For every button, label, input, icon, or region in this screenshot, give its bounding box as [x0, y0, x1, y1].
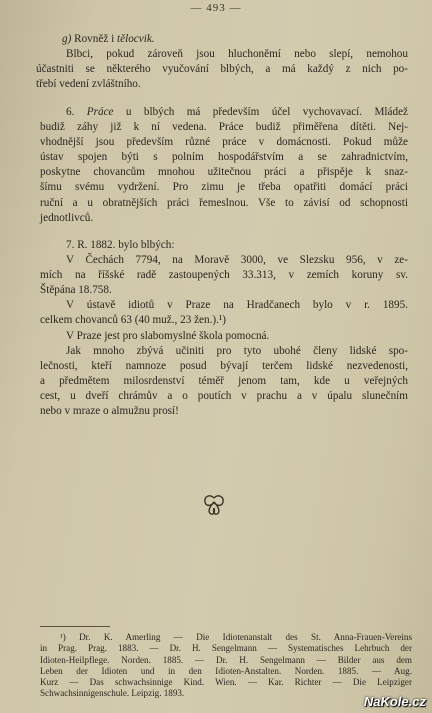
section-7-p3-line-1: V Praze jest pro slabomyslné škola pomocná.	[66, 329, 270, 342]
section-7-p4-line-3: a předmětem milosrdenství téměř jenom tam, kde u veřejných	[40, 374, 408, 387]
section-7-heading: 7. R. 1882. bylo blbých:	[66, 239, 175, 251]
footnote-line-6: Schwachsinnigenschule. Leipzig. 1893.	[40, 688, 185, 699]
footnote-line-1: ¹) Dr. K. Amerling — Die Idiotenanstalt des St. Anna-Frauen-Vereins	[60, 632, 412, 642]
section-g-marker: g)	[62, 33, 72, 45]
section-6-first-line	[40, 105, 408, 120]
section-6-italic-word: Práce	[86, 106, 114, 118]
page-number: — 493 —	[190, 2, 242, 14]
section-6-line-6: ruční a u obratnějších práci řemeslnou. Vše to závisí od schopnosti	[40, 196, 408, 209]
fleuron-ornament-icon	[198, 494, 230, 516]
footnotes	[40, 632, 412, 700]
section-7-p1-line-2: mích na říšské radě zastoupených 33.313, v zemích koruny sv.	[40, 269, 408, 282]
section-7-p4-line-2: lečnosti, kteří namnoze posud bývají terčem lidské nezvedenosti,	[40, 359, 408, 372]
section-g-line-3: třebí vedení zvláštního.	[36, 78, 141, 91]
section-7-p2-line-1: V ústavě idiotů v Praze na Hradčanech bylo v r. 1895.	[66, 299, 408, 312]
watermark: NaKole.cz	[363, 694, 426, 709]
section-g-heading	[62, 32, 408, 47]
section-7-p4-line-4: cest, u dveří chrámův a o poutích v prachu a v úpalu slunečním	[40, 389, 408, 402]
section-7-p4-line-1: Jak mnoho zbývá učiniti pro tyto ubohé členy lidské spo-	[66, 344, 408, 357]
section-g-heading-pre: Rovněž i	[74, 33, 115, 45]
footnote-line-4: Leben der Idioten und in den Idioten-Anstalten. Norden. 1885. — Aug.	[40, 665, 412, 676]
footnote-line-5: Kurz — Das schwachsinnige Kind. Wien. — Kar. Richter — Die Leipziger	[40, 677, 412, 688]
section-g	[36, 32, 408, 92]
section-7-p1-line-1: V Čechách 7794, na Moravě 3000, ve Slezsku 956, v ze-	[66, 254, 408, 267]
section-g-line-1: Blbci, pokud zároveň jsou hluchoněmí nebo slepí, nemohou	[66, 48, 408, 61]
section-7-p2-line-2: celkem chovanců 63 (40 muž., 23 žen.).¹)	[40, 314, 227, 327]
section-g-heading-italic: tělocvik.	[117, 33, 155, 45]
section-g-line-2: účastniti se některého vyučování blbých, a má každý z nich po-	[36, 63, 408, 76]
footnote-line-3: Idioten-Heilpflege. Norden. 1885. — Dr. H. Sengelmann — Bilder aus dem	[40, 654, 412, 665]
footnote-line-2: in Prag. Prag. 1883. — Dr. H. Sengelmann — Systematisches Lehrbuch der	[40, 643, 412, 654]
section-6	[40, 105, 408, 226]
section-7-p1-line-3: Štěpána 18.758.	[40, 284, 112, 297]
section-6-line-7: jednotlivců.	[40, 211, 94, 224]
section-7	[40, 238, 408, 419]
section-6-first-line-rest: u blbých má především účel vychovavací. Mládež	[125, 106, 409, 118]
section-6-line-4: poskytne chovancům mnohou užitečnou práci a přispěje k snaz-	[40, 166, 408, 179]
section-6-number: 6.	[66, 106, 75, 118]
section-6-line-1: budiž záhy již k ní vedena. Práce budiž přiměřena dítěti. Nej-	[40, 121, 408, 134]
footnote-rule	[40, 626, 110, 627]
section-7-p4-line-5: nebo v mraze o almužnu prosí!	[40, 405, 179, 418]
section-6-line-2: vhodnější jsou především různé práce v domácnosti. Pokud může	[40, 136, 408, 149]
section-6-line-3: ústav spojen býti s polním hospodářstvím a se zahradnictvím,	[40, 151, 408, 164]
section-6-line-5: šímu svému vydržení. Pro zimu je třeba opatřiti domácí práci	[40, 181, 408, 194]
